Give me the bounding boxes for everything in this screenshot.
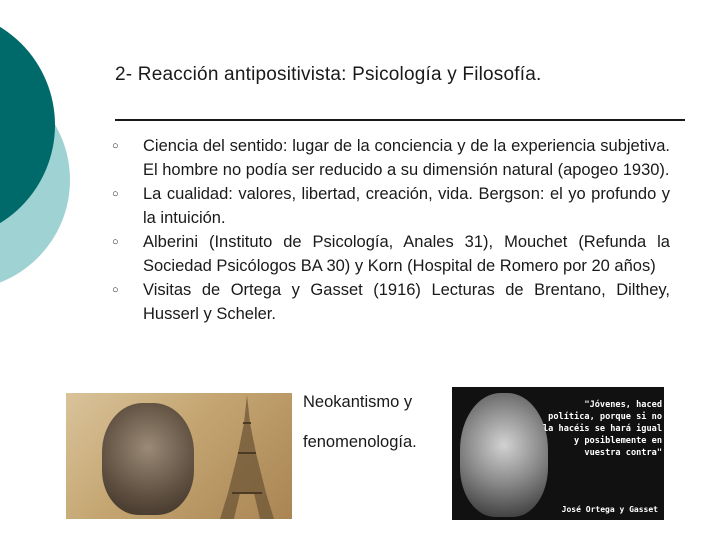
ortega-quote-photo — [452, 387, 664, 520]
photo-quote: "Jóvenes, haced política, porque si no la hacéis se hará igual y posiblemente en vuestra contra" — [543, 400, 662, 458]
bullet-marker-icon: ○ — [112, 284, 119, 296]
bullet-item — [112, 230, 670, 278]
bullet-marker-icon: ○ — [112, 188, 119, 200]
bullet-item — [112, 182, 670, 230]
extra-text-neokantismo: Neokantismo y — [303, 393, 413, 411]
photo-author: José Ortega y Gasset — [561, 505, 658, 514]
bullet-item — [112, 134, 670, 182]
bullet-marker-icon: ○ — [112, 236, 119, 248]
bullet-list — [112, 134, 670, 326]
eiffel-tower-icon — [216, 393, 278, 519]
bullet-marker-icon: ○ — [112, 140, 119, 152]
bullet-text: Ciencia del sentido: lugar de la conciencia y de la experiencia subjetiva. El hombre no podía ser reducido a su dimensión natural (apogeo 1930). — [143, 137, 670, 179]
bullet-item — [112, 278, 670, 326]
ortega-portrait — [460, 393, 548, 517]
bullet-text: Visitas de Ortega y Gasset (1916) Lecturas de Brentano, Dilthey, Husserl y Scheler. — [143, 281, 670, 323]
bullet-text: Alberini (Instituto de Psicología, Anales 31), Mouchet (Refunda la Sociedad Psicólogos BA 30) y Korn (Hospital de Romero por 20 años) — [143, 233, 670, 275]
extra-text-fenomenologia: fenomenología. — [303, 433, 417, 451]
bergson-portrait — [102, 403, 194, 515]
title-underline — [115, 119, 685, 121]
bullet-text: La cualidad: valores, libertad, creación, vida. Bergson: el yo profundo y la intuición. — [143, 185, 670, 227]
slide-title: 2- Reacción antipositivista: Psicología y Filosofía. — [115, 64, 542, 85]
bergson-eiffel-photo — [66, 393, 292, 519]
